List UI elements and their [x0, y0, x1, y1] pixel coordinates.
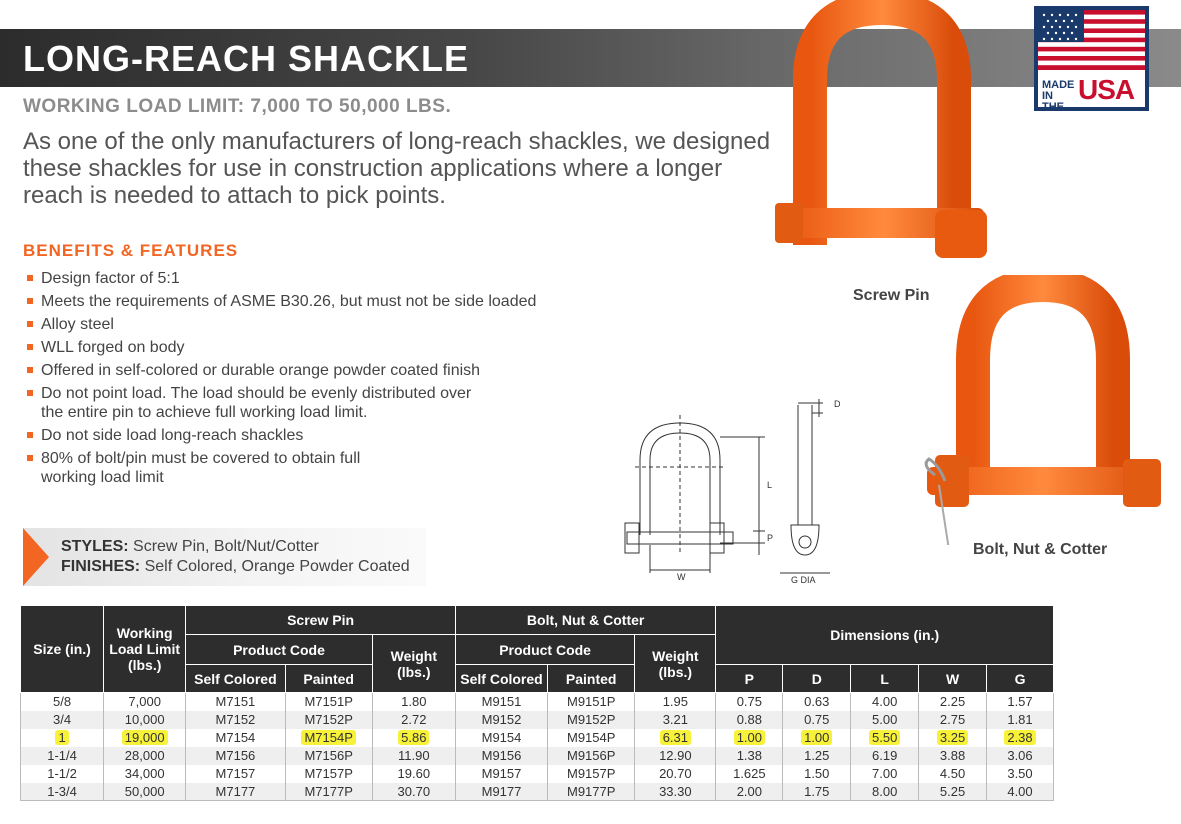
table-cell — [987, 729, 1054, 747]
header-self-colored: Self Colored — [455, 665, 547, 693]
cell-value: 1 — [55, 730, 68, 745]
cell-value: 5/8 — [53, 694, 72, 710]
cell-value: M7152 — [215, 712, 256, 727]
table-cell — [104, 783, 186, 801]
table-cell — [21, 765, 104, 783]
cell-value: M9151 — [481, 694, 522, 710]
table-cell — [21, 747, 104, 765]
table-row — [21, 693, 1054, 711]
cell-value: 5.25 — [939, 783, 966, 799]
cell-value: 1.00 — [734, 730, 765, 745]
table-cell — [919, 729, 987, 747]
table-cell — [919, 711, 987, 729]
benefit-item: WLL forged on body — [27, 338, 647, 357]
cell-value: M9151P — [567, 694, 616, 710]
table-cell — [919, 747, 987, 765]
cell-value: M7154P — [301, 730, 355, 745]
made-in-the-text: MADE IN THE — [1042, 79, 1075, 113]
table-cell — [851, 747, 919, 765]
table-row — [21, 729, 1054, 747]
cell-value: 1.50 — [804, 766, 830, 781]
cell-value: 8.00 — [872, 783, 898, 799]
finishes-label: FINISHES: — [61, 558, 141, 575]
table-cell — [548, 747, 635, 765]
header-painted: Painted — [548, 665, 635, 693]
cell-value: 34,000 — [124, 766, 165, 781]
cell-value: M9156 — [481, 748, 522, 763]
cell-value: 0.88 — [736, 712, 762, 727]
table-cell — [987, 711, 1054, 729]
table-cell — [455, 783, 547, 801]
cell-value: M7177 — [215, 783, 256, 799]
cell-value: M9154P — [567, 730, 616, 745]
cell-value: 20.70 — [659, 766, 692, 781]
usa-text: USA — [1078, 74, 1135, 105]
cell-value: 0.75 — [804, 712, 830, 727]
cell-value: M9154 — [481, 730, 522, 745]
cell-value: 7,000 — [128, 694, 161, 710]
finishes-value: Self Colored, Orange Powder Coated — [144, 558, 410, 575]
cell-value: M7151 — [215, 694, 256, 710]
table-cell — [455, 711, 547, 729]
header-size: Size (in.) — [21, 606, 104, 693]
cell-value: 1-3/4 — [47, 783, 77, 799]
cell-value: 2.72 — [401, 712, 427, 727]
table-cell — [783, 711, 851, 729]
table-cell — [186, 729, 285, 747]
table-cell — [987, 693, 1054, 711]
finishes-line — [61, 558, 410, 576]
table-cell — [372, 765, 455, 783]
cell-value: M9157 — [481, 766, 522, 781]
diagram-label-d: D — [834, 399, 841, 409]
cell-value: 10,000 — [124, 712, 165, 727]
subtitle: WORKING LOAD LIMIT: 7,000 TO 50,000 LBS. — [23, 96, 452, 117]
cell-value: M9152P — [567, 712, 616, 727]
cell-value: 1.75 — [804, 783, 830, 799]
cell-value: 3.25 — [937, 730, 968, 745]
table-cell — [372, 729, 455, 747]
header-painted: Painted — [285, 665, 372, 693]
table-cell — [548, 783, 635, 801]
cell-value: 5.50 — [869, 730, 900, 745]
styles-label: STYLES: — [61, 538, 129, 555]
table-cell — [186, 711, 285, 729]
made-in-usa-badge — [1034, 6, 1149, 111]
cell-value: 6.31 — [660, 730, 691, 745]
header-self-colored: Self Colored — [186, 665, 285, 693]
table-cell — [21, 729, 104, 747]
cell-value: 1-1/4 — [47, 748, 77, 763]
table-cell — [21, 711, 104, 729]
specs-table — [20, 605, 1054, 801]
table-cell — [21, 693, 104, 711]
table-cell — [987, 765, 1054, 783]
table-cell — [635, 693, 716, 711]
cell-value: 5.00 — [872, 712, 898, 727]
cell-value: 28,000 — [124, 748, 165, 763]
cell-value: 2.75 — [939, 712, 966, 727]
table-cell — [851, 711, 919, 729]
table-cell — [783, 729, 851, 747]
cell-value: 6.19 — [872, 748, 898, 763]
benefit-item: Do not point load. The load should be evenly distributed over the entire pin to achieve full working load limit. — [27, 384, 497, 422]
header-screw-pin: Screw Pin — [186, 606, 456, 635]
benefits-title: BENEFITS & FEATURES — [23, 241, 239, 260]
table-cell — [851, 765, 919, 783]
table-cell — [104, 765, 186, 783]
header-weight: Weight (lbs.) — [635, 635, 716, 693]
table-cell — [919, 693, 987, 711]
cell-value: 2.25 — [939, 694, 966, 710]
cell-value: 3/4 — [53, 712, 72, 727]
table-cell — [716, 711, 783, 729]
benefit-item: Design factor of 5:1 — [27, 269, 647, 288]
arrow-icon — [23, 528, 49, 586]
table-row — [21, 765, 1054, 783]
styles-finishes-box — [23, 528, 426, 586]
table-cell — [21, 783, 104, 801]
cell-value: M9156P — [567, 748, 616, 763]
cell-value: 11.90 — [398, 748, 430, 763]
table-cell — [104, 747, 186, 765]
cell-value: M7152P — [304, 712, 353, 727]
table-cell — [285, 747, 372, 765]
cell-value: M7154 — [215, 730, 256, 745]
cell-value: M7157P — [304, 766, 353, 781]
table-cell — [851, 783, 919, 801]
header-l: L — [851, 665, 919, 693]
cell-value: 3.50 — [1007, 766, 1033, 781]
cell-value: 5.86 — [398, 730, 429, 745]
table-cell — [372, 711, 455, 729]
diagram-label-l: L — [767, 480, 773, 490]
cell-value: 1.57 — [1007, 694, 1033, 710]
table-cell — [285, 765, 372, 783]
cell-value: 1-1/2 — [47, 766, 77, 781]
cell-value: 3.88 — [939, 748, 966, 763]
table-cell — [919, 783, 987, 801]
header-p: P — [716, 665, 783, 693]
table-cell — [987, 747, 1054, 765]
cell-value: 7.00 — [872, 766, 898, 781]
table-cell — [851, 729, 919, 747]
table-cell — [548, 729, 635, 747]
cell-value: 4.50 — [939, 766, 966, 781]
table-cell — [372, 783, 455, 801]
header-w: W — [919, 665, 987, 693]
cell-value: 1.00 — [801, 730, 832, 745]
diagram-label-w: W — [677, 572, 686, 582]
styles-value: Screw Pin, Bolt/Nut/Cotter — [133, 538, 319, 555]
cell-value: 1.38 — [736, 748, 762, 763]
header-d: D — [783, 665, 851, 693]
cell-value: M9177 — [481, 783, 522, 799]
table-cell — [285, 693, 372, 711]
header-product-code: Product Code — [186, 635, 373, 665]
screw-pin-caption: Screw Pin — [853, 287, 930, 304]
cell-value: 1.81 — [1007, 712, 1033, 727]
bolt-nut-cotter-caption: Bolt, Nut & Cotter — [973, 541, 1108, 558]
table-cell — [104, 711, 186, 729]
table-cell — [851, 693, 919, 711]
table-cell — [548, 711, 635, 729]
cell-value: 0.63 — [804, 694, 830, 710]
benefit-item: Meets the requirements of ASME B30.26, but must not be side loaded — [27, 292, 647, 311]
header-dimensions: Dimensions (in.) — [716, 606, 1054, 665]
cell-value: 50,000 — [124, 783, 165, 799]
table-cell — [987, 783, 1054, 801]
table-cell — [285, 783, 372, 801]
cell-value: 19.60 — [397, 766, 431, 781]
table-cell — [186, 783, 285, 801]
cell-value: M7156 — [215, 748, 256, 763]
table-cell — [635, 783, 716, 801]
diagram-label-g: G DIA — [791, 575, 816, 585]
table-cell — [455, 747, 547, 765]
cell-value: M7177P — [304, 783, 353, 799]
cell-value: 2.38 — [1004, 730, 1035, 745]
styles-line — [61, 538, 319, 556]
table-cell — [716, 693, 783, 711]
table-cell — [919, 765, 987, 783]
header-g: G — [987, 665, 1054, 693]
header-weight: Weight (lbs.) — [372, 635, 455, 693]
table-cell — [104, 693, 186, 711]
table-cell — [635, 729, 716, 747]
benefit-item: Alloy steel — [27, 315, 647, 334]
table-cell — [783, 765, 851, 783]
table-cell — [783, 783, 851, 801]
table-cell — [716, 747, 783, 765]
table-cell — [186, 693, 285, 711]
cell-value: 3.06 — [1007, 748, 1033, 763]
header-wll: Working Load Limit (lbs.) — [104, 606, 186, 693]
header-product-code: Product Code — [455, 635, 634, 665]
screw-pin-shackle-image — [770, 0, 1000, 275]
benefit-item: Offered in self-colored or durable orange powder coated finish — [27, 361, 647, 380]
table-row — [21, 711, 1054, 729]
header-bolt-nut: Bolt, Nut & Cotter — [455, 606, 716, 635]
table-cell — [372, 693, 455, 711]
table-cell — [716, 729, 783, 747]
benefit-item: 80% of bolt/pin must be covered to obtain full working load limit — [27, 449, 397, 487]
table-cell — [635, 711, 716, 729]
cell-value: 4.00 — [872, 694, 898, 710]
benefits-list — [27, 269, 647, 491]
cell-value: 12.90 — [659, 748, 692, 763]
cell-value: 33.30 — [659, 783, 692, 799]
diagram-label-p: P — [767, 533, 774, 543]
table-cell — [783, 747, 851, 765]
cell-value: M7157 — [215, 766, 256, 781]
table-cell — [455, 765, 547, 783]
table-cell — [716, 783, 783, 801]
cell-value: M9157P — [567, 766, 616, 781]
cell-value: 1.625 — [733, 766, 766, 781]
table-row — [21, 747, 1054, 765]
us-flag-icon — [1038, 10, 1145, 70]
table-cell — [186, 747, 285, 765]
cell-value: 1.95 — [662, 694, 688, 710]
title-bar — [0, 29, 1181, 87]
table-row — [21, 783, 1054, 801]
cell-value: 1.80 — [401, 694, 427, 710]
table-cell — [455, 729, 547, 747]
table-cell — [455, 693, 547, 711]
cell-value: 3.21 — [662, 712, 688, 727]
cell-value: M9152 — [481, 712, 522, 727]
table-cell — [635, 747, 716, 765]
cell-value: 19,000 — [122, 730, 168, 745]
cell-value: 0.75 — [736, 694, 762, 710]
table-cell — [285, 729, 372, 747]
cell-value: M7156P — [304, 748, 353, 763]
table-cell — [716, 765, 783, 783]
cell-value: M9177P — [567, 783, 616, 799]
table-cell — [104, 729, 186, 747]
cell-value: 30.70 — [397, 783, 431, 799]
page-title: LONG-REACH SHACKLE — [23, 38, 469, 79]
benefit-item: Do not side load long-reach shackles — [27, 426, 647, 445]
table-cell — [548, 693, 635, 711]
cell-value: M7151P — [304, 694, 353, 710]
cell-value: 1.25 — [804, 748, 830, 763]
table-cell — [548, 765, 635, 783]
table-cell — [783, 693, 851, 711]
cell-value: 2.00 — [736, 783, 762, 799]
table-cell — [186, 765, 285, 783]
bolt-nut-cotter-shackle-image — [915, 275, 1165, 545]
table-cell — [285, 711, 372, 729]
table-cell — [635, 765, 716, 783]
table-cell — [372, 747, 455, 765]
dimension-diagram — [615, 395, 865, 585]
intro-paragraph: As one of the only manufacturers of long-reach shackles, we designed these shackles for use in construction applications where a longer reach is needed to attach to pick points. — [23, 128, 771, 209]
specs-table-body — [21, 693, 1054, 801]
cell-value: 4.00 — [1007, 783, 1033, 799]
